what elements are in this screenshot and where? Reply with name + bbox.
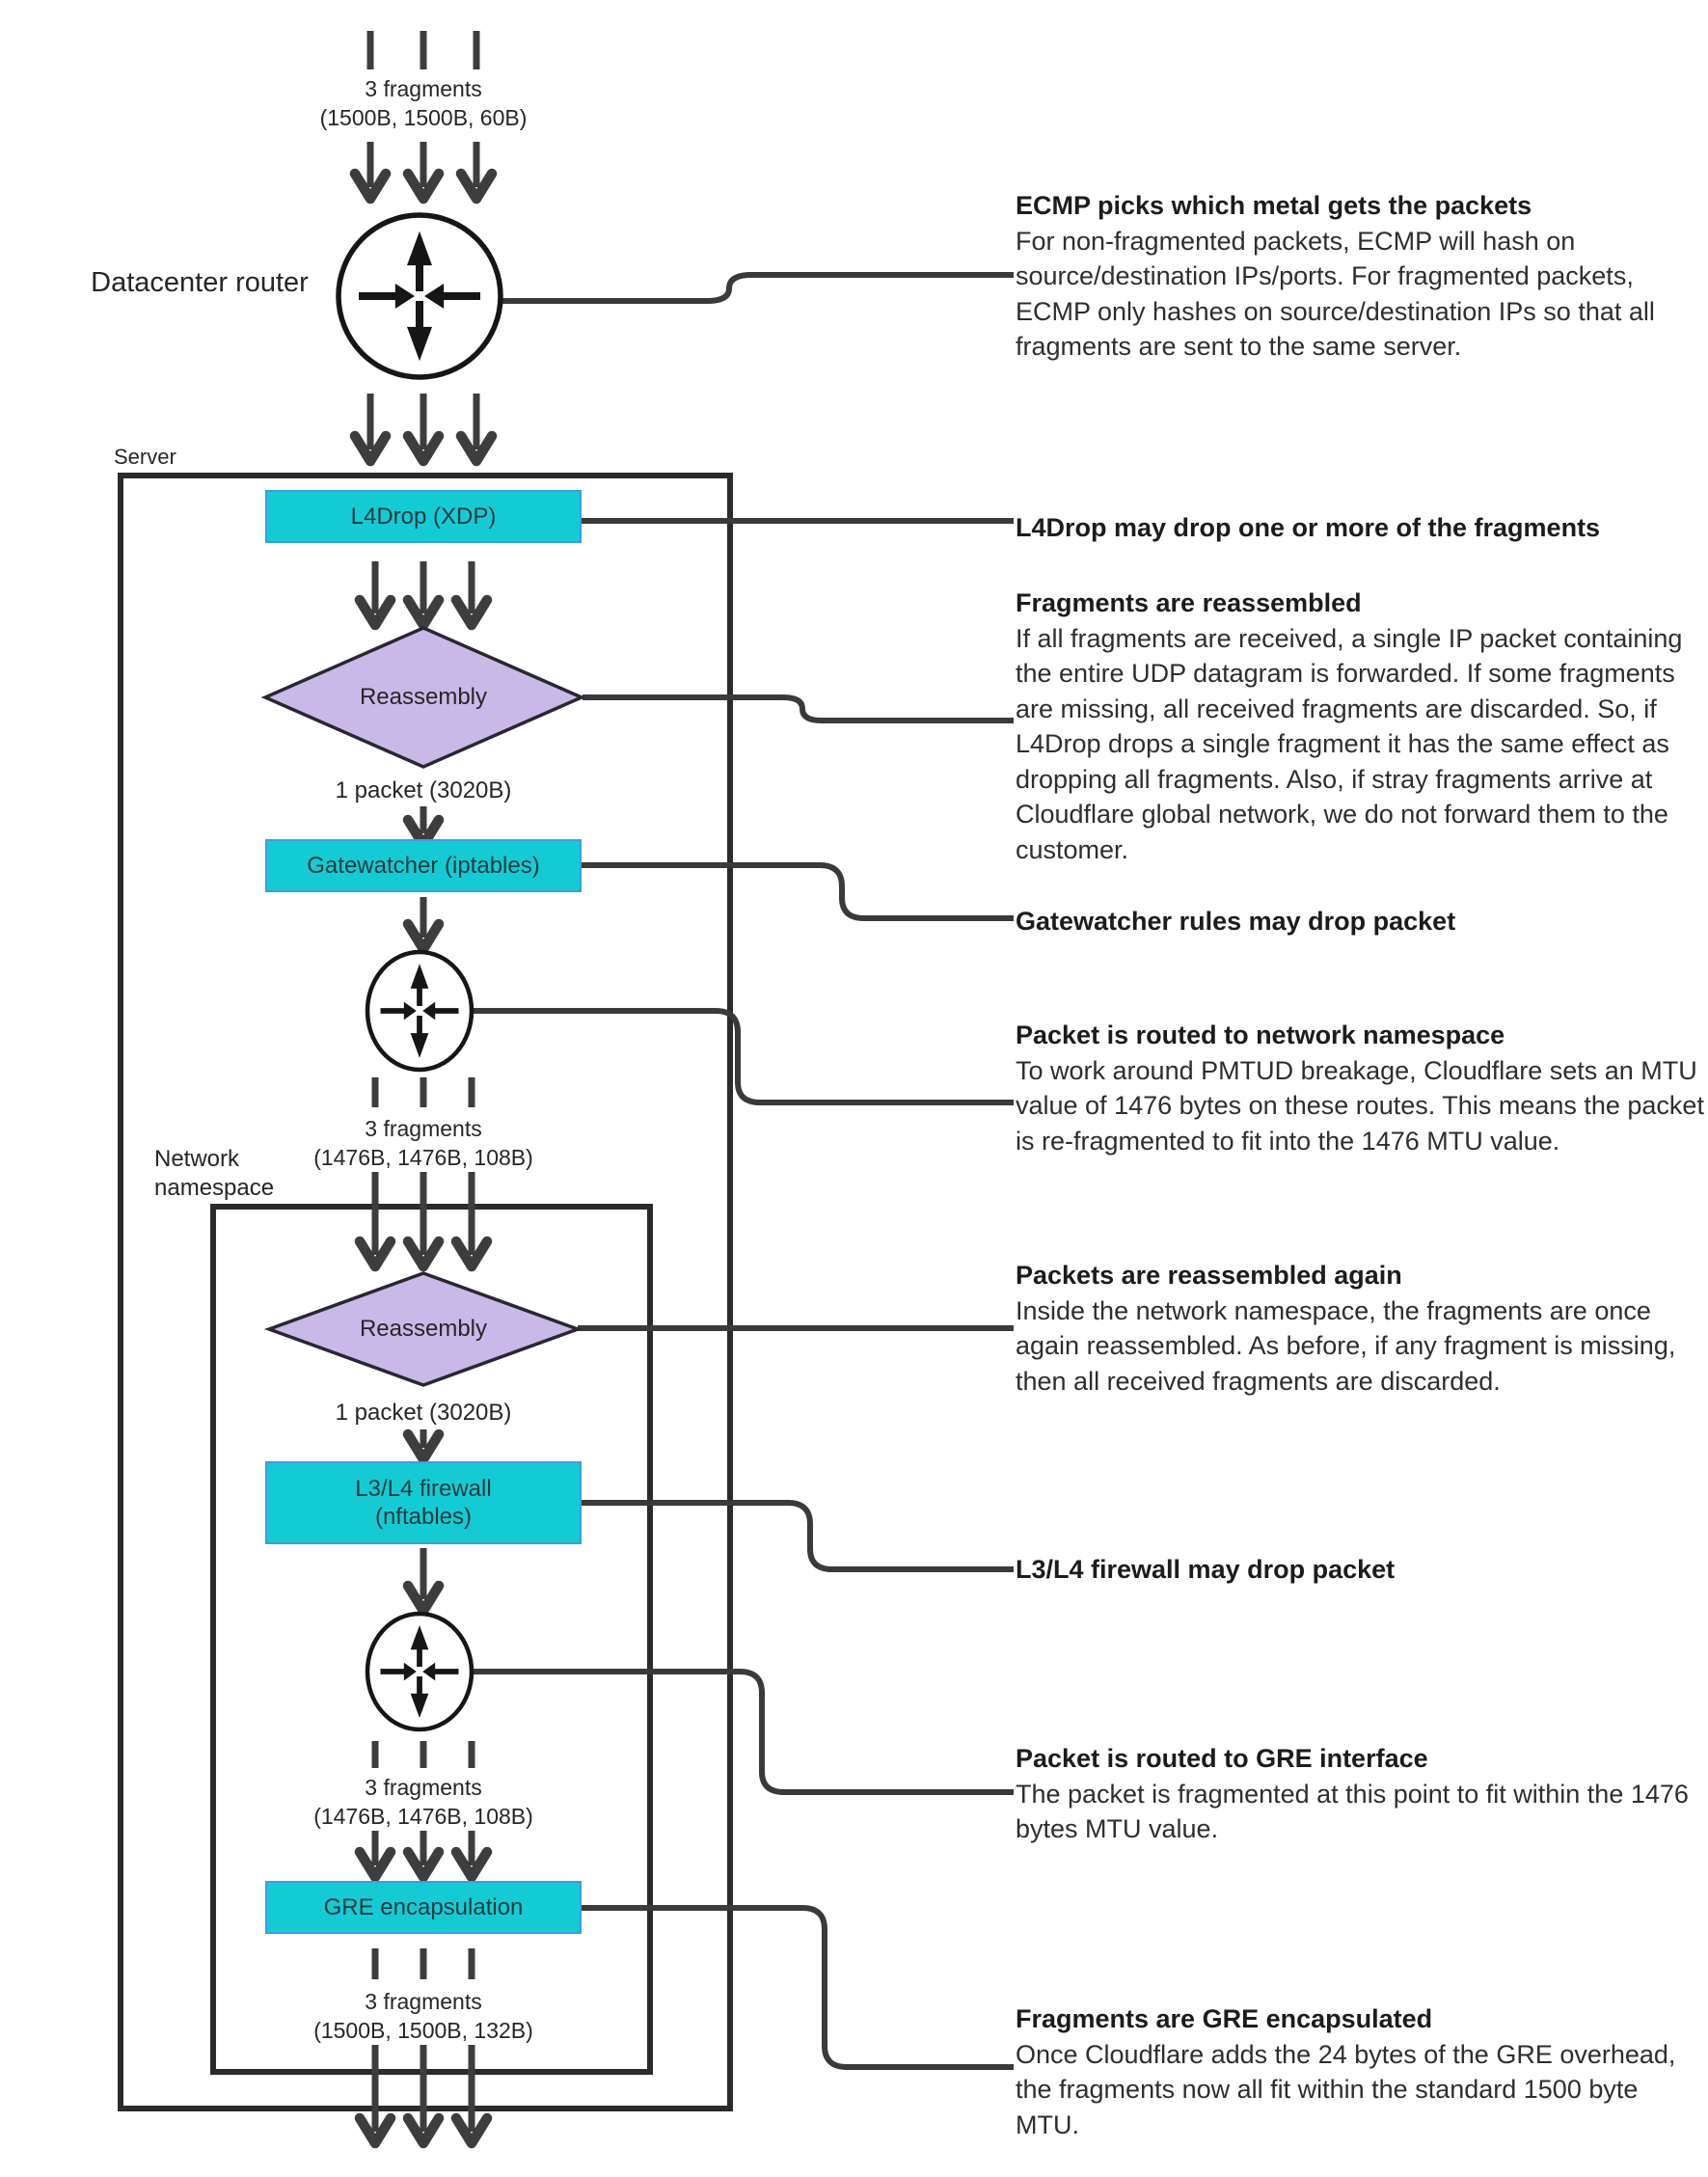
annotation-gatewatcher (1016, 904, 1705, 939)
fragment-count: 3 fragments (365, 1116, 482, 1141)
annotation-heading: ECMP picks which metal gets the packets (1016, 191, 1532, 220)
l3l4-firewall-box-label-line1: L3/L4 firewall (355, 1476, 492, 1502)
connector-line (472, 1011, 1014, 1102)
fragment-count: 3 fragments (365, 1775, 482, 1800)
connector-line (582, 865, 1014, 918)
gre-input-fragments-label (230, 1773, 616, 1831)
annotation-netns (1016, 1018, 1705, 1158)
connector-line (582, 1503, 1014, 1569)
annotation-heading: Fragments are GRE encapsulated (1016, 2004, 1433, 2033)
packet1-label: 1 packet (3020B) (335, 777, 512, 803)
server-label: Server (114, 445, 176, 469)
l3l4-firewall-box-label-line2: (nftables) (374, 1504, 473, 1530)
fragment-sizes: (1476B, 1476B, 108B) (313, 1804, 533, 1829)
l3l4-firewall-box (265, 1461, 582, 1544)
fragment-sizes: (1476B, 1476B, 108B) (313, 1145, 533, 1170)
gre-encapsulation-box-label: GRE encapsulation (323, 1894, 524, 1920)
annotation-reassembled-again (1016, 1258, 1705, 1399)
annotation-heading: L4Drop may drop one or more of the fragments (1016, 513, 1601, 542)
annotation-l4drop (1016, 510, 1705, 546)
fragment-count: 3 fragments (365, 1989, 482, 2014)
connector-line (583, 697, 1014, 721)
reassembly-diamond-1-label: Reassembly (359, 684, 488, 710)
network-namespace-label: Network namespace (154, 1146, 275, 1201)
annotation-heading: L3/L4 firewall may drop packet (1016, 1555, 1396, 1584)
annotation-l3l4 (1016, 1552, 1705, 1588)
fragment-count: 3 fragments (365, 76, 482, 101)
annotation-body: Once Cloudflare adds the 24 bytes of the GRE overhead, the fragments now all fit within the standard 1500 byte MTU. (1016, 2039, 1676, 2139)
annotation-gre-encapsulated (1016, 2001, 1705, 2142)
annotation-heading: Fragments are reassembled (1016, 588, 1362, 617)
l4drop-box-label: L4Drop (XDP) (350, 503, 497, 530)
gre-encapsulation-box (265, 1881, 582, 1934)
annotation-body: For non-fragmented packets, ECMP will hash on source/destination IPs/ports. For fragmented packets, ECMP only hashes on source/destination IPs so that all fragments are sent to the same server. (1016, 226, 1655, 361)
connector-line (501, 275, 1014, 301)
connector-line (582, 1908, 1014, 2067)
l4drop-box (265, 490, 582, 543)
annotation-heading: Packet is routed to GRE interface (1016, 1744, 1428, 1773)
annotation-body: To work around PMTUD breakage, Cloudflare sets an MTU value of 1476 bytes on these routes. This means the packet is re-fragmented to fit into the 1476 MTU value. (1016, 1055, 1704, 1156)
fragment-sizes: (1500B, 1500B, 132B) (313, 2018, 533, 2043)
datacenter-router-label: Datacenter router (91, 267, 309, 298)
annotation-reassembled (1016, 585, 1705, 867)
annotation-heading: Gatewatcher rules may drop packet (1016, 907, 1456, 936)
annotation-gre-interface (1016, 1741, 1705, 1847)
packet2-label: 1 packet (3020B) (335, 1400, 512, 1426)
gatewatcher-box (265, 839, 582, 892)
annotation-body: The packet is fragmented at this point to fit within the 1476 bytes MTU value. (1016, 1779, 1689, 1843)
encapsulated-fragments-label (230, 1987, 616, 2045)
reassembly-diamond-2-label: Reassembly (359, 1316, 488, 1342)
annotation-ecmp (1016, 188, 1705, 365)
annotation-heading: Packet is routed to network namespace (1016, 1020, 1505, 1049)
gatewatcher-box-label: Gatewatcher (iptables) (307, 853, 540, 879)
annotation-body: Inside the network namespace, the fragments are once again reassembled. As before, if any fragment is missing, then all received fragments are discarded. (1016, 1295, 1676, 1396)
source-fragments-label (230, 74, 616, 132)
fragment-sizes: (1500B, 1500B, 60B) (319, 105, 528, 130)
annotation-heading: Packets are reassembled again (1016, 1261, 1402, 1290)
annotation-body: If all fragments are received, a single IP packet containing the entire UDP datagram is forwarded. If some fragments are missing, all received fragments are discarded. So, if L4Drop drops a single fragment it has the same effect as dropping all fragments. Also, if stray fragments arrive at Cloudflare global network, we do not forward them to the customer. (1016, 623, 1683, 864)
